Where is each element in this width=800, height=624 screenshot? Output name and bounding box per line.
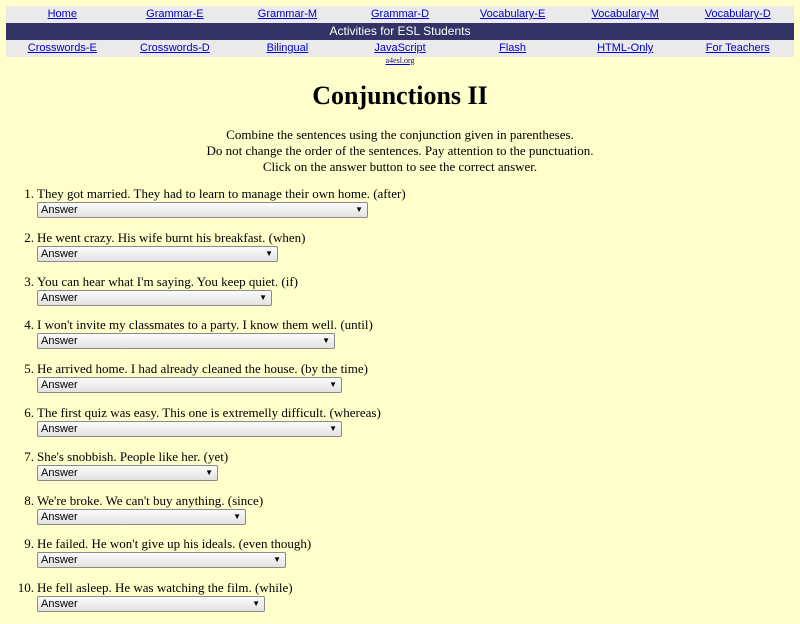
nav-cell [456, 6, 569, 23]
site-link[interactable]: a4esl.org [385, 56, 415, 65]
question-number: 10. [17, 580, 34, 596]
instruction-line: Do not change the order of the sentences. Pay attention to the punctuation. [206, 143, 594, 158]
question-item [0, 536, 800, 580]
nav-cell [681, 6, 794, 23]
site-link-container [0, 56, 800, 65]
question-text: He arrived home. I had already cleaned the house. (by the time) [37, 361, 368, 377]
question-text: The first quiz was easy. This one is extremelly difficult. (whereas) [37, 404, 381, 420]
question-list [0, 186, 800, 624]
answer-dropdown-label: Answer [41, 379, 78, 392]
nav-cell [681, 40, 794, 57]
answer-dropdown-label: Answer [41, 335, 78, 348]
nav-cell [231, 6, 344, 23]
nav-link-javascript[interactable]: JavaScript [374, 42, 426, 54]
question-text: She's snobbish. People like her. (yet) [37, 448, 229, 464]
question-item [0, 274, 800, 318]
answer-dropdown-label: Answer [41, 204, 78, 216]
answer-dropdown[interactable] [37, 465, 218, 481]
question-item [0, 405, 800, 449]
question-text: They got married. They had to learn to manage their own home. (after) [37, 186, 406, 201]
question-number: 7. [24, 448, 34, 464]
instruction-line: Click on the answer button to see the correct answer. [262, 159, 538, 174]
question-item [0, 230, 800, 274]
dropdown-arrow-icon: ▼ [205, 467, 213, 477]
question-item [0, 186, 800, 230]
nav-cell [569, 40, 682, 57]
answer-dropdown-label: Answer [41, 598, 78, 611]
dropdown-arrow-icon: ▼ [322, 336, 330, 346]
question-text: We're broke. We can't buy anything. (since) [37, 492, 264, 508]
question-item [0, 449, 800, 493]
question-number: 4. [24, 317, 34, 333]
answer-dropdown-label: Answer [41, 247, 78, 260]
nav-link-vocabulary-e[interactable]: Vocabulary-E [479, 8, 546, 20]
question-number: 2. [24, 229, 34, 245]
nav-link-crosswords-d[interactable]: Crosswords-D [140, 42, 210, 54]
answer-dropdown[interactable] [37, 246, 278, 262]
site-banner: Activities for ESL Students [6, 23, 794, 40]
answer-dropdown[interactable] [37, 596, 265, 612]
answer-dropdown-label: Answer [41, 291, 78, 304]
nav-link-home[interactable]: Home [47, 8, 77, 20]
question-text: He failed. He won't give up his ideals. (even though) [37, 536, 312, 552]
answer-dropdown[interactable] [37, 202, 368, 218]
nav-cell [6, 40, 119, 57]
instructions [0, 127, 800, 175]
bottom-nav-bar [6, 40, 794, 57]
question-item [0, 580, 800, 624]
top-nav-bar [6, 6, 794, 23]
nav-link-vocabulary-d[interactable]: Vocabulary-D [704, 8, 771, 20]
nav-link-vocabulary-m[interactable]: Vocabulary-M [591, 8, 659, 20]
question-number: 3. [24, 273, 34, 289]
answer-dropdown[interactable] [37, 377, 342, 393]
nav-cell [344, 6, 457, 23]
dropdown-arrow-icon: ▼ [259, 292, 267, 302]
question-text: You can hear what I'm saying. You keep quiet. (if) [37, 273, 298, 289]
nav-link-crosswords-e[interactable]: Crosswords-E [27, 42, 97, 54]
answer-dropdown-label: Answer [41, 466, 78, 479]
dropdown-arrow-icon: ▼ [355, 205, 363, 214]
question-number: 5. [24, 361, 34, 377]
dropdown-arrow-icon: ▼ [329, 380, 337, 390]
nav-cell [569, 6, 682, 23]
nav-cell [231, 40, 344, 57]
answer-dropdown-label: Answer [41, 554, 78, 567]
nav-link-grammar-e[interactable]: Grammar-E [146, 8, 204, 20]
answer-dropdown[interactable] [37, 509, 246, 525]
question-text: He fell asleep. He was watching the film. (while) [37, 580, 293, 596]
question-number: 8. [24, 492, 34, 508]
nav-cell [6, 6, 119, 23]
nav-link-grammar-d[interactable]: Grammar-D [370, 8, 430, 20]
page-title: Conjunctions II [312, 81, 488, 110]
question-text: He went crazy. His wife burnt his breakfast. (when) [37, 229, 306, 245]
dropdown-arrow-icon: ▼ [273, 555, 281, 565]
question-text: I won't invite my classmates to a party. I know them well. (until) [37, 317, 373, 333]
question-item [0, 317, 800, 361]
nav-cell [344, 40, 457, 57]
question-number: 6. [24, 404, 34, 420]
answer-dropdown[interactable] [37, 421, 342, 437]
dropdown-arrow-icon: ▼ [233, 511, 241, 521]
instruction-line: Combine the sentences using the conjunction given in parentheses. [226, 127, 574, 142]
nav-link-html-only[interactable]: HTML-Only [597, 42, 654, 54]
nav-cell [456, 40, 569, 57]
answer-dropdown[interactable] [37, 333, 335, 349]
answer-dropdown-label: Answer [41, 510, 78, 523]
nav-cell [119, 6, 232, 23]
answer-dropdown[interactable] [37, 290, 272, 306]
nav-link-grammar-m[interactable]: Grammar-M [257, 8, 318, 20]
dropdown-arrow-icon: ▼ [265, 248, 273, 258]
dropdown-arrow-icon: ▼ [329, 423, 337, 433]
nav-cell [119, 40, 232, 57]
question-number: 1. [24, 186, 34, 201]
question-item [0, 361, 800, 405]
question-item [0, 493, 800, 537]
nav-link-bilingual[interactable]: Bilingual [266, 42, 309, 54]
answer-dropdown-label: Answer [41, 422, 78, 435]
dropdown-arrow-icon: ▼ [252, 599, 260, 609]
nav-link-flash[interactable]: Flash [499, 42, 527, 54]
question-number: 9. [24, 536, 34, 552]
nav-link-for-teachers[interactable]: For Teachers [705, 42, 770, 54]
answer-dropdown[interactable] [37, 552, 286, 568]
